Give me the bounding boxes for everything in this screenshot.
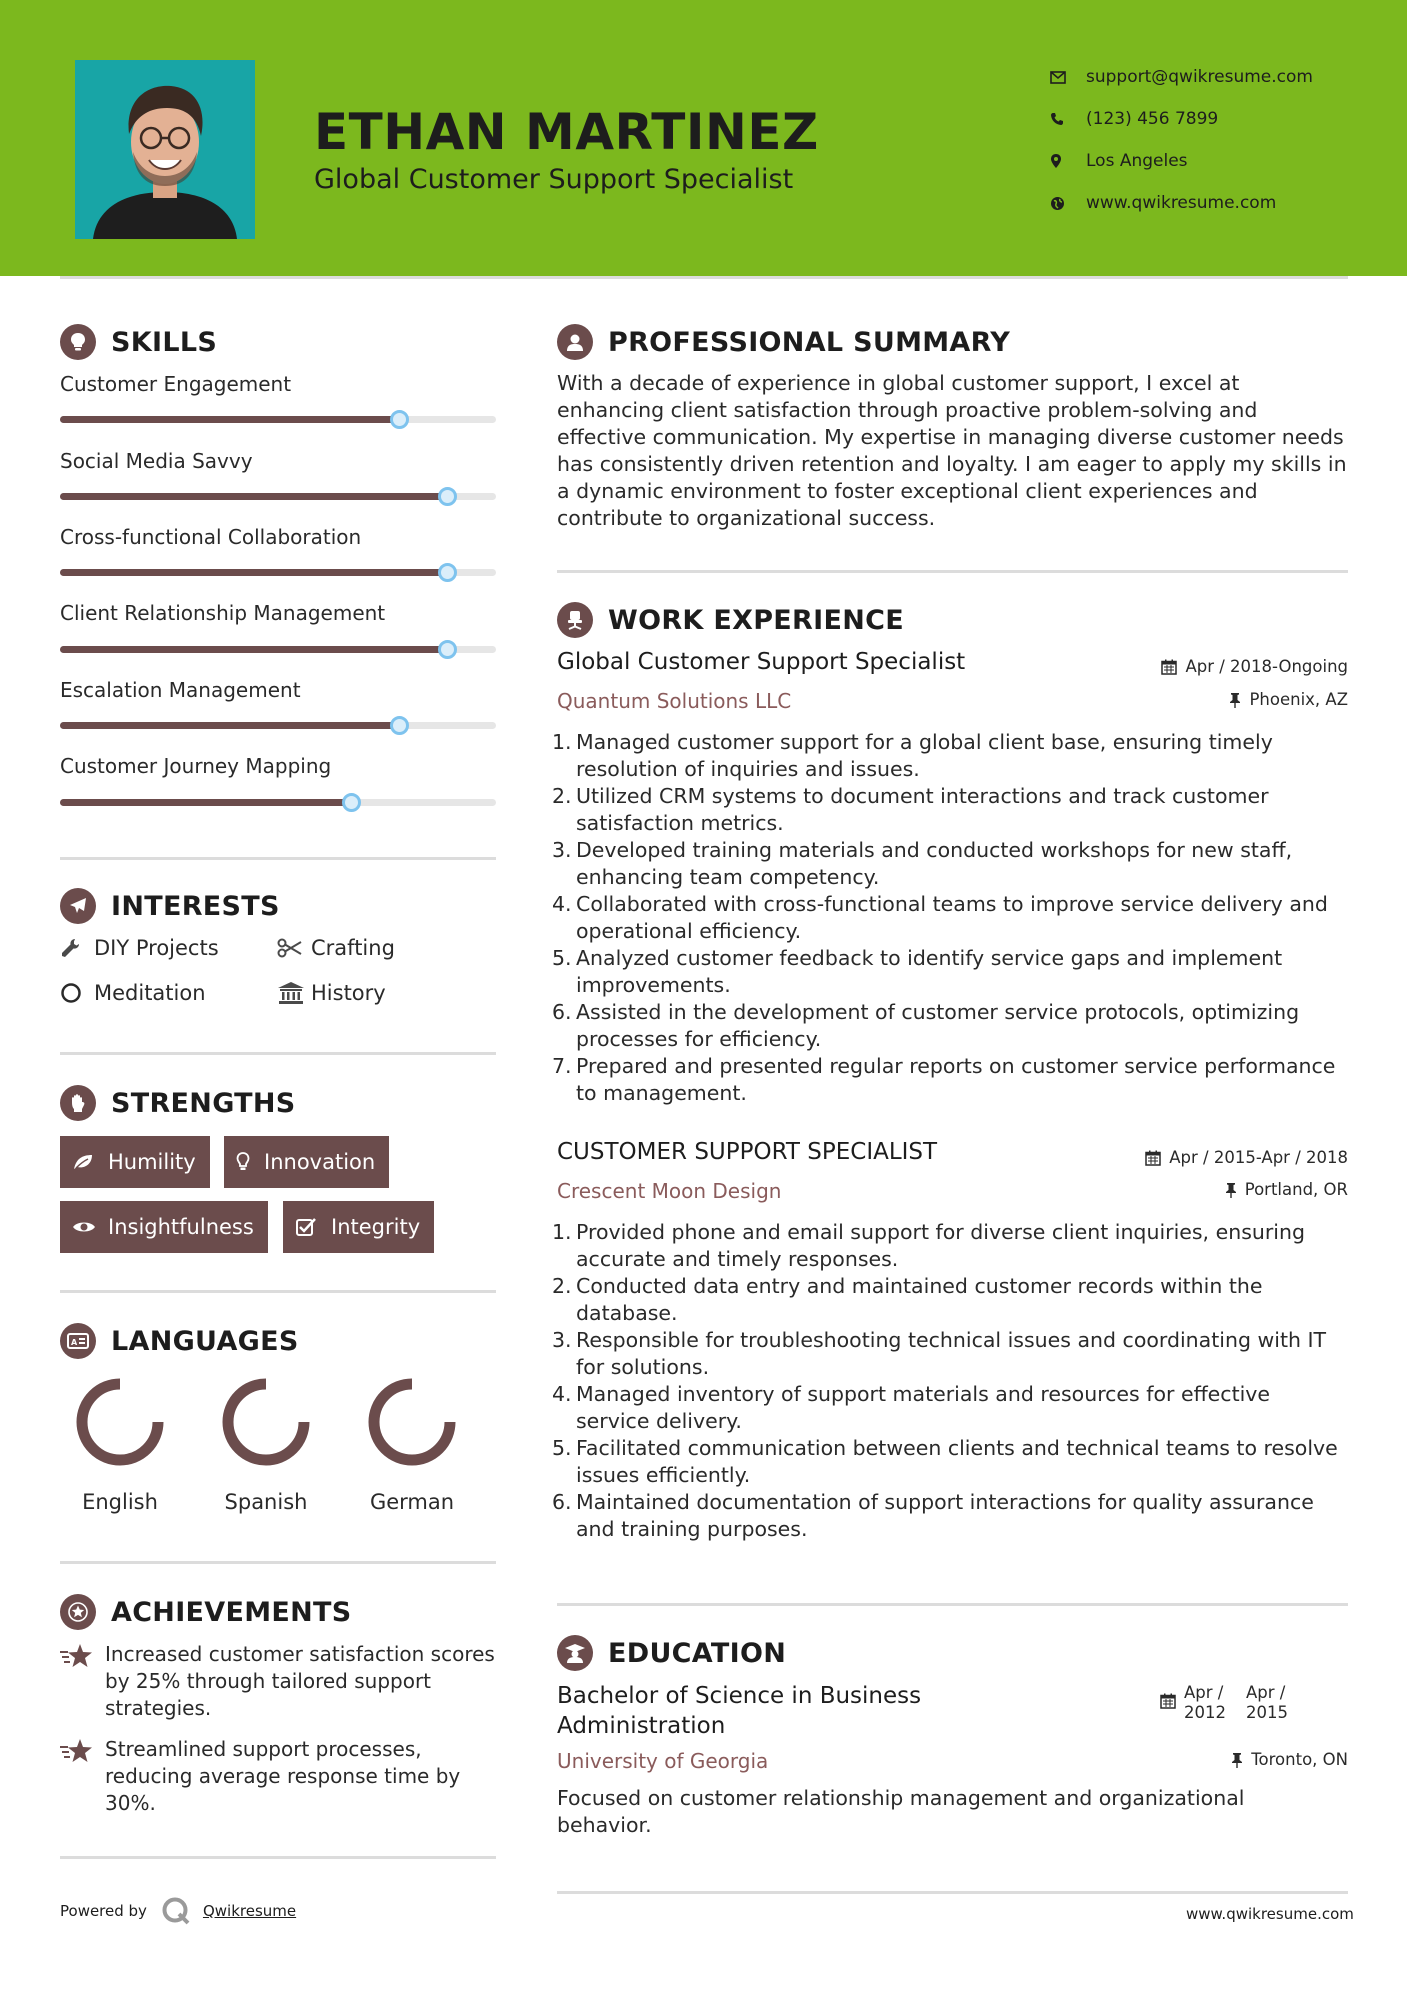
summary-title: PROFESSIONAL SUMMARY <box>608 326 1011 358</box>
pushpin-icon <box>1231 1752 1243 1768</box>
contact-location <box>1050 140 1313 182</box>
achievement-item <box>60 1736 500 1817</box>
contact-website[interactable] <box>1050 182 1313 224</box>
job-dates-text: Apr / 2015-Apr / 2018 <box>1169 1148 1348 1167</box>
job-dates <box>1161 657 1348 676</box>
company-name: Crescent Moon Design <box>557 1179 782 1203</box>
skill-bar-fill <box>60 646 448 653</box>
job-location-text: Phoenix, AZ <box>1249 690 1348 709</box>
calendar-icon <box>1145 1150 1161 1166</box>
graduate-icon <box>557 1635 593 1671</box>
strengths-title: STRENGTHS <box>111 1087 296 1119</box>
job-bullet: 3. Responsible for troubleshooting technical issues and coordinating with IT for solutions. <box>552 1328 1327 1379</box>
education-location <box>1231 1750 1348 1769</box>
job-bullet: 6. Assisted in the development of customer service protocols, optimizing processes for efficiency. <box>552 1000 1300 1051</box>
lightbulb-icon <box>60 324 96 360</box>
job-bullet-text: Utilized CRM systems to document interactions and track customer satisfaction metrics. <box>576 784 1269 835</box>
strength-badge <box>224 1136 389 1188</box>
brand-link[interactable]: Qwikresume <box>202 1902 297 1920</box>
job-bullets <box>552 729 1349 1107</box>
interest-item <box>60 981 206 1005</box>
phone-icon <box>1050 112 1086 126</box>
skill-bar <box>60 493 496 500</box>
contact-phone-text: (123) 456 7899 <box>1086 109 1219 129</box>
skills-title: SKILLS <box>111 326 218 358</box>
job-bullet-text: Conducted data entry and maintained customer records within the database. <box>576 1274 1263 1325</box>
candidate-name: ETHAN MARTINEZ <box>314 103 819 161</box>
header-banner <box>0 0 1407 276</box>
contact-location-text: Los Angeles <box>1086 151 1188 171</box>
interest-item <box>277 936 395 960</box>
contact-email-text: support@qwikresume.com <box>1086 67 1313 87</box>
job-bullet: 4. Collaborated with cross-functional teams to improve service delivery and operational efficiency. <box>552 892 1328 943</box>
skill-bar-knob <box>390 716 409 735</box>
office-chair-icon <box>557 602 593 638</box>
language-item <box>352 1374 472 1514</box>
language-label: German <box>369 1490 455 1514</box>
achievement-item <box>60 1641 500 1722</box>
strength-badge <box>283 1201 434 1253</box>
job-bullet-text: Analyzed customer feedback to identify service gaps and implement improvements. <box>576 946 1283 997</box>
job-bullet: 1. Provided phone and email support for diverse client inquiries, ensuring accurate and timely responses. <box>552 1220 1305 1271</box>
education-date-start: Apr / 2012 <box>1184 1683 1226 1722</box>
powered-by <box>60 1896 296 1926</box>
user-icon <box>557 324 593 360</box>
skill-bar-knob <box>438 487 457 506</box>
skill-bar-fill <box>60 416 400 423</box>
globe-icon <box>1050 196 1086 211</box>
job-bullet-text: Maintained documentation of support interactions for quality assurance and training purposes. <box>576 1490 1314 1541</box>
candidate-title: Global Customer Support Specialist <box>314 164 794 195</box>
fist-icon <box>60 1085 96 1121</box>
language-item <box>206 1374 326 1514</box>
interests-heading <box>60 888 280 924</box>
job-bullet-text: Collaborated with cross-functional teams to improve service delivery and operational efficiency. <box>576 892 1328 943</box>
job-bullet: 5. Analyzed customer feedback to identify service gaps and implement improvements. <box>552 946 1283 997</box>
job-bullet: 4. Managed inventory of support materials and resources for effective service delivery. <box>552 1382 1271 1433</box>
job-bullet-text: Prepared and presented regular reports on customer service performance to management. <box>576 1054 1336 1105</box>
interest-item <box>277 981 386 1005</box>
interest-item <box>60 936 219 960</box>
strength-badge <box>60 1201 268 1253</box>
language-ring <box>364 1374 460 1470</box>
education-description: Focused on customer relationship management and organizational behavior. <box>557 1786 1245 1837</box>
section-divider <box>60 1052 496 1055</box>
skill-name: Customer Engagement <box>60 372 292 396</box>
language-card-icon <box>60 1323 96 1359</box>
star-icon <box>60 1736 105 1817</box>
strength-label: Humility <box>108 1150 196 1174</box>
footer-website[interactable]: www.qwikresume.com <box>1186 1905 1354 1923</box>
envelope-icon <box>1050 71 1086 84</box>
star-badge-icon <box>60 1594 96 1630</box>
strengths-heading <box>60 1085 296 1121</box>
job-bullet-text: Assisted in the development of customer service protocols, optimizing processes for efficiency. <box>576 1000 1300 1051</box>
job-bullet: 5. Facilitated communication between clients and technical teams to resolve issues efficiently. <box>552 1436 1338 1487</box>
skill-bar <box>60 722 496 729</box>
interest-label: Meditation <box>94 981 206 1005</box>
job-bullet: 2. Utilized CRM systems to document interactions and track customer satisfaction metrics. <box>552 784 1269 835</box>
job-bullet-text: Provided phone and email support for diverse client inquiries, ensuring accurate and timely responses. <box>576 1220 1305 1271</box>
section-divider <box>60 857 496 860</box>
map-pin-icon <box>1050 153 1086 169</box>
job-title: Global Customer Support Specialist <box>557 649 966 675</box>
experience-title: WORK EXPERIENCE <box>608 604 904 636</box>
paper-plane-icon <box>60 888 96 924</box>
job-title: CUSTOMER SUPPORT SPECIALIST <box>557 1139 938 1165</box>
section-divider <box>557 570 1348 573</box>
skills-heading <box>60 324 217 360</box>
company-name: Quantum Solutions LLC <box>557 689 792 713</box>
skill-bar-fill <box>60 722 400 729</box>
interests-title: INTERESTS <box>111 890 280 922</box>
check-square-icon <box>295 1217 331 1237</box>
qwikresume-logo-icon <box>161 1896 191 1926</box>
language-ring <box>218 1374 314 1470</box>
skill-bar-knob <box>438 563 457 582</box>
skill-bar <box>60 416 496 423</box>
interest-label: History <box>311 981 386 1005</box>
job-location <box>1229 690 1348 709</box>
job-bullet: 2. Conducted data entry and maintained customer records within the database. <box>552 1274 1263 1325</box>
calendar-icon <box>1160 1693 1176 1709</box>
pushpin-icon <box>1225 1182 1237 1198</box>
languages-title: LANGUAGES <box>111 1325 299 1357</box>
wrench-icon <box>60 937 94 959</box>
circle-icon <box>60 982 94 1004</box>
skill-bar-knob <box>342 793 361 812</box>
leaf-icon <box>72 1153 108 1171</box>
job-bullets <box>552 1219 1349 1543</box>
job-location <box>1225 1180 1348 1199</box>
job-bullet-text: Managed customer support for a global client base, ensuring timely resolution of inquiries and issues. <box>576 730 1273 781</box>
school-name: University of Georgia <box>557 1749 769 1773</box>
skill-bar-fill <box>60 493 448 500</box>
job-bullet-text: Managed inventory of support materials and resources for effective service delivery. <box>576 1382 1271 1433</box>
achievements-heading <box>60 1594 352 1630</box>
interest-label: Crafting <box>311 936 395 960</box>
language-label: Spanish <box>224 1490 308 1514</box>
skill-bar-fill <box>60 569 448 576</box>
job-bullet-text: Facilitated communication between clients and technical teams to resolve issues efficiently. <box>576 1436 1338 1487</box>
calendar-icon <box>1161 659 1177 675</box>
skill-bar <box>60 646 496 653</box>
skill-bar <box>60 799 496 806</box>
skill-name: Client Relationship Management <box>60 601 386 625</box>
section-divider <box>60 1290 496 1293</box>
degree-title: Bachelor of Science in Business Administration <box>557 1683 922 1739</box>
languages-heading <box>60 1323 299 1359</box>
job-bullet-text: Developed training materials and conducted workshops for new staff, enhancing team competency. <box>576 838 1293 889</box>
job-bullet: 3. Developed training materials and conducted workshops for new staff, enhancing team competency. <box>552 838 1293 889</box>
skill-bar-knob <box>390 410 409 429</box>
education-date-end: Apr / 2015 <box>1246 1683 1288 1722</box>
pushpin-icon <box>1229 692 1241 708</box>
skill-name: Cross-functional Collaboration <box>60 525 362 549</box>
header-divider <box>60 276 1348 279</box>
skill-name: Escalation Management <box>60 678 301 702</box>
job-dates <box>1145 1148 1348 1167</box>
achievement-text: Increased customer satisfaction scores by 25% through tailored support strategies. <box>105 1642 495 1720</box>
svg-text:A: A <box>71 1338 78 1347</box>
strength-badge <box>60 1136 210 1188</box>
achievement-text: Streamlined support processes, reducing average response time by 30%. <box>105 1737 461 1815</box>
job-bullet: 7. Prepared and presented regular reports on customer service performance to management. <box>552 1054 1336 1105</box>
museum-icon <box>277 981 311 1005</box>
education-location-text: Toronto, ON <box>1251 1750 1348 1769</box>
star-icon <box>60 1641 105 1722</box>
job-bullet: 1. Managed customer support for a global client base, ensuring timely resolution of inquiries and issues. <box>552 730 1273 781</box>
section-divider <box>557 1891 1348 1894</box>
job-bullet-text: Responsible for troubleshooting technical issues and coordinating with IT for solutions. <box>576 1328 1327 1379</box>
skill-name: Social Media Savvy <box>60 449 253 473</box>
strength-label: Innovation <box>264 1150 376 1174</box>
skill-bar <box>60 569 496 576</box>
contact-website-text: www.qwikresume.com <box>1086 193 1277 213</box>
language-ring <box>72 1374 168 1470</box>
language-item <box>60 1374 180 1514</box>
job-dates-text: Apr / 2018-Ongoing <box>1185 657 1348 676</box>
powered-by-text: Powered by <box>60 1902 147 1920</box>
profile-photo <box>75 60 255 239</box>
skill-name: Customer Journey Mapping <box>60 754 332 778</box>
education-heading <box>557 1635 786 1671</box>
contact-phone[interactable] <box>1050 98 1313 140</box>
scissors-icon <box>277 938 311 958</box>
lightbulb-icon <box>236 1152 264 1172</box>
contact-list <box>1050 56 1313 224</box>
skill-bar-knob <box>438 640 457 659</box>
summary-text: With a decade of experience in global customer support, I excel at enhancing client satisfaction through proactive problem-solving and effective communication. My expertise in managing diverse customer needs has consistently driven retention and loyalty. I am eager to apply my skills in a dynamic environment to foster exceptional client experiences and contribute to organizational success. <box>557 371 1347 530</box>
contact-email[interactable] <box>1050 56 1313 98</box>
job-location-text: Portland, OR <box>1244 1180 1348 1199</box>
language-label: English <box>82 1490 158 1514</box>
skill-bar-fill <box>60 799 352 806</box>
job-bullet: 6. Maintained documentation of support interactions for quality assurance and training purposes. <box>552 1490 1314 1541</box>
eye-icon <box>72 1219 108 1235</box>
education-title: EDUCATION <box>608 1637 787 1669</box>
strength-label: Integrity <box>331 1215 421 1239</box>
summary-heading <box>557 324 1010 360</box>
section-divider <box>60 1856 496 1859</box>
section-divider <box>557 1603 1348 1606</box>
interest-label: DIY Projects <box>94 936 219 960</box>
strength-label: Insightfulness <box>108 1215 254 1239</box>
achievements-title: ACHIEVEMENTS <box>111 1596 352 1628</box>
education-dates <box>1160 1683 1296 1723</box>
section-divider <box>60 1561 496 1564</box>
experience-heading <box>557 602 904 638</box>
